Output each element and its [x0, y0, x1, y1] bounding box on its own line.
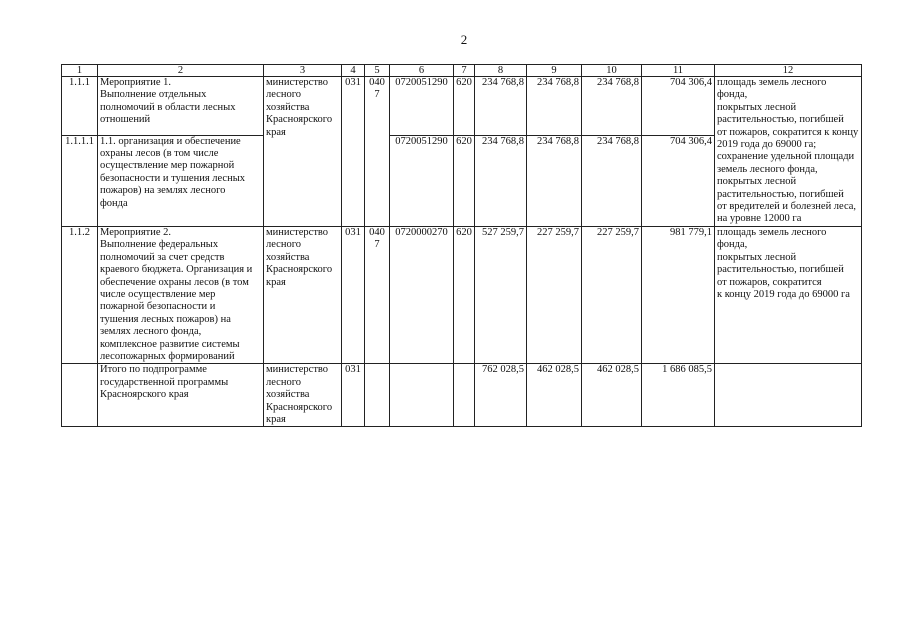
header-cell: 10: [582, 65, 642, 77]
section-code: [365, 364, 390, 427]
grbs-cell: министерство лесного хозяйства Красноярского края: [264, 226, 342, 363]
amount-year3: 234 768,8: [582, 77, 642, 136]
expense-type-code: [454, 364, 475, 427]
amount-total: 704 306,4: [642, 77, 715, 136]
expense-type-code: 620: [454, 135, 475, 226]
grbs-code: 031: [342, 364, 365, 427]
table-row: [62, 226, 862, 363]
header-cell: 12: [715, 65, 862, 77]
amount-year2: 234 768,8: [527, 135, 582, 226]
row-number: 1.1.1.1: [62, 135, 98, 226]
amount-year1: 234 768,8: [475, 135, 527, 226]
section-code: 0407: [365, 77, 390, 227]
row-number: [62, 364, 98, 427]
measure-name: 1.1. организация и обеспечение охраны лесов (в том числе осуществление мер пожарной безопасности и тушения лесных пожаров) на землях лесного фонда: [98, 135, 264, 226]
header-cell: 4: [342, 65, 365, 77]
measure-name: Итого по подпрограмме государственной программы Красноярского края: [98, 364, 264, 427]
header-row: [62, 65, 862, 77]
target-article-code: 0720051290: [390, 135, 454, 226]
grbs-code: 031: [342, 226, 365, 363]
page-number: 2: [460, 32, 468, 47]
target-article-code: [390, 364, 454, 427]
grbs-code: 031: [342, 77, 365, 227]
row-number: 1.1.2: [62, 226, 98, 363]
measure-name: Мероприятие 1. Выполнение отдельных полномочий в области лесных отношений: [98, 77, 264, 136]
amount-year2: 462 028,5: [527, 364, 582, 427]
header-cell: 1: [62, 65, 98, 77]
table-row-total: [62, 364, 862, 427]
amount-total: 704 306,4: [642, 135, 715, 226]
amount-year1: 762 028,5: [475, 364, 527, 427]
amount-year1: 527 259,7: [475, 226, 527, 363]
measure-name: Мероприятие 2. Выполнение федеральных полномочий за счет средств краевого бюджета. Организация и обеспечение охраны лесов (в том числе осуществление мер пожарной безопасности и тушения лесных пожаров) на землях лесного фонда, комплексное развитие системы лесопожарных формирований: [98, 226, 264, 363]
grbs-cell: министерство лесного хозяйства Красноярского края: [264, 364, 342, 427]
expected-result: площадь земель лесного фонда, покрытых лесной растительностью, погибшей от пожаров, сократится к концу 2019 года до 69000 га: [715, 226, 862, 363]
header-cell: 6: [390, 65, 454, 77]
program-budget-table: [61, 64, 862, 427]
header-cell: 9: [527, 65, 582, 77]
amount-year3: 227 259,7: [582, 226, 642, 363]
target-article-code: 0720051290: [390, 77, 454, 136]
header-cell: 3: [264, 65, 342, 77]
grbs-cell: министерство лесного хозяйства Красноярского края: [264, 77, 342, 227]
amount-year3: 462 028,5: [582, 364, 642, 427]
row-number: 1.1.1: [62, 77, 98, 136]
header-cell: 11: [642, 65, 715, 77]
amount-year2: 234 768,8: [527, 77, 582, 136]
expected-result: площадь земель лесного фонда, покрытых лесной растительностью, погибшей от пожаров, сократится к концу 2019 года до 69000 га; сохранение удельной площади земель лесного фонда, покрытых лесной растительностью, погибшей от вредителей и болезней леса, на уровне 12000 га: [715, 77, 862, 227]
amount-total: 981 779,1: [642, 226, 715, 363]
section-code: 0407: [365, 226, 390, 363]
amount-year3: 234 768,8: [582, 135, 642, 226]
amount-total: 1 686 085,5: [642, 364, 715, 427]
header-cell: 7: [454, 65, 475, 77]
amount-year1: 234 768,8: [475, 77, 527, 136]
header-cell: 8: [475, 65, 527, 77]
expected-result: [715, 364, 862, 427]
expense-type-code: 620: [454, 77, 475, 136]
table-row: [62, 77, 862, 136]
target-article-code: 0720000270: [390, 226, 454, 363]
amount-year2: 227 259,7: [527, 226, 582, 363]
header-cell: 2: [98, 65, 264, 77]
header-cell: 5: [365, 65, 390, 77]
expense-type-code: 620: [454, 226, 475, 363]
